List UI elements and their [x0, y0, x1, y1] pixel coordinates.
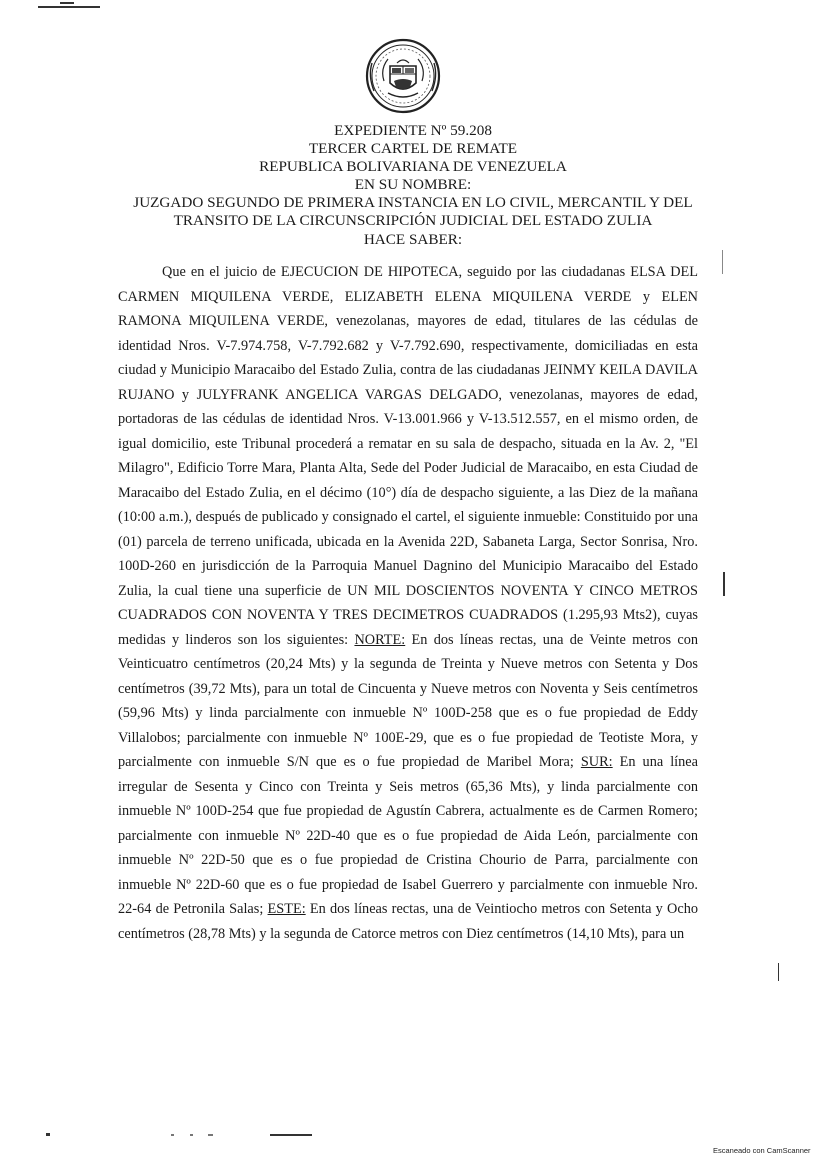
scanner-watermark: Escaneado con CamScanner [713, 1146, 811, 1155]
scan-mark-bottom [190, 1134, 193, 1136]
cartel-title: TERCER CARTEL DE REMATE [308, 140, 518, 157]
body-text-part-4: En dos líneas rectas, una de Veintiocho metros con Setenta y Ocho centímetros (28,78 Mts) y la segunda de Catorce metros con Diez centímetros (14,10 Mts), para un [118, 901, 698, 942]
scan-mark-top [38, 6, 100, 8]
sur-label: SUR: [580, 754, 613, 770]
scan-mark-bottom [208, 1134, 213, 1136]
scan-mark-top-dot [60, 2, 74, 4]
margin-mark [778, 963, 779, 981]
coat-of-arms-seal-icon [364, 33, 442, 119]
hace-saber: HACE SABER: [363, 231, 463, 248]
scan-mark-bottom [46, 1133, 50, 1136]
court-name-line-1: JUZGADO SEGUNDO DE PRIMERA INSTANCIA EN LO CIVIL, MERCANTIL Y DEL [133, 194, 693, 211]
body-text-part-1: Que en el juicio de EJECUCION DE HIPOTECA, seguido por las ciudadanas ELSA DEL CARMEN MIQUILENA VERDE, ELIZABETH ELENA MIQUILENA VERDE y ELEN RAMONA MIQUILENA VERDE, venezolanas, mayores de edad, titulares de las cédulas de identidad Nros. V-7.974.758, V-7.792.682 y V-7.792.690, respectivamente, domiciliadas en esta ciudad y Municipio Maracaibo del Estado Zulia, contra de las ciudadanas JEINMY KEILA DAVILA RUJANO y JULYFRANK ANGELICA VARGAS DELGADO, venezolanas, mayores de edad, portadoras de las cédulas de identidad Nros. V-13.001.966 y V-13.512.557, en el mismo orden, de igual domicilio, este Tribunal procederá a rematar en su sala de despacho, situada en la Av. 2, "El Milagro", Edificio Torre Mara, Planta Alta, Sede del Poder Judicial de Maracaibo, en esta Ciudad de Maracaibo del Estado Zulia, en el décimo (10°) día de despacho siguiente, a las Diez de la mañana (10:00 a.m.), después de publicado y consignado el cartel, el siguiente inmueble: Constituido por una (01) parcela de terreno unificada, ubicada en la Avenida 22D, Sabaneta Larga, Sector Sonrisa, Nro. 100D-260 en jurisdicción de la Parroquia Manuel Dagnino del Municipio Maracaibo del Estado Zulia, la cual tiene una superficie de UN MIL DOSCIENTOS NOVENTA Y CINCO METROS CUADRADOS CON NOVENTA Y TRES DECIMETROS CUADRADOS (1.295,93 Mts2), cuyas medidas y linderos son los siguientes: [118, 264, 698, 648]
margin-mark [722, 250, 723, 274]
republic-name: REPUBLICA BOLIVARIANA DE VENEZUELA [259, 158, 567, 175]
body-text-part-2: En dos líneas rectas, una de Veinte metros con Veinticuatro centímetros (20,24 Mts) y la segunda de Treinta y Nueve metros con Setenta y Dos centímetros (39,72 Mts), para un total de Cincuenta y Nueve metros con Noventa y Seis centímetros (59,96 Mts) y linda parcialmente con inmueble Nº 100D-258 que es o fue propiedad de Eddy Villalobos; parcialmente con inmueble Nº 100E-29, que es o fue propiedad de Teotiste Mora, y parcialmente con inmueble S/N que es o fue propiedad de Maribel Mora; [118, 631, 699, 770]
expediente-number: EXPEDIENTE Nº 59.208 [334, 122, 492, 139]
norte-label: NORTE: [354, 631, 406, 648]
este-label: ESTE: [267, 901, 306, 917]
body-paragraph [118, 260, 698, 946]
margin-mark [723, 572, 725, 596]
auction-notice-body [118, 260, 698, 946]
body-text-part-3: En una línea irregular de Sesenta y Cinco con Treinta y Seis metros (65,36 Mts), y linda parcialmente con inmueble Nº 100D-254 que fue propiedad de Agustín Cabrera, actualmente es de Carmen Romero; parcialmente con inmueble Nº 22D-40 que es o fue propiedad de Aida León, parcialmente con inmueble Nº 22D-50 que es o fue propiedad de Cristina Chourio de Parra, parcialmente con inmueble Nº 22D-60 que es o fue propiedad de Isabel Guerrero y parcialmente con inmueble Nro. 22-64 de Petronila Salas; [118, 754, 698, 917]
scan-mark-bottom [171, 1134, 174, 1136]
court-name-line-2: TRANSITO DE LA CIRCUNSCRIPCIÓN JUDICIAL DEL ESTADO ZULIA [173, 212, 653, 229]
scan-mark-bottom [270, 1134, 312, 1136]
in-its-name: EN SU NOMBRE: [354, 176, 472, 193]
